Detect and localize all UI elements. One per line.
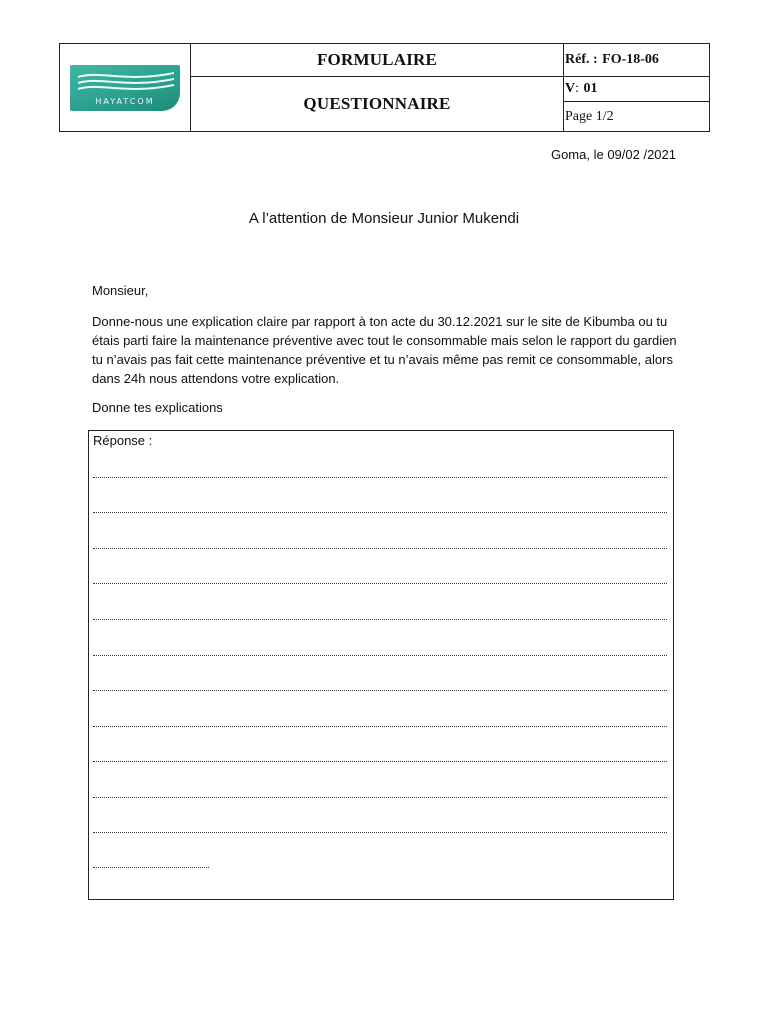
ref-value: FO-18-06 (602, 52, 659, 67)
instruction: Donne tes explications (92, 400, 223, 415)
answer-line[interactable] (93, 832, 667, 833)
reference-cell (564, 44, 710, 77)
answer-line[interactable] (93, 512, 667, 513)
answer-line[interactable] (93, 761, 667, 762)
document-header (59, 43, 710, 132)
ref-label: Réf. : (565, 52, 598, 67)
salutation: Monsieur, (92, 283, 149, 298)
answer-line[interactable] (93, 655, 667, 656)
response-label: Réponse : (93, 433, 153, 448)
answer-line[interactable] (93, 583, 667, 584)
page-number: Page 1/2 (564, 102, 710, 132)
version-cell: V: 01 (564, 77, 710, 102)
answer-line[interactable] (93, 726, 667, 727)
form-title: FORMULAIRE (191, 44, 564, 77)
response-box[interactable] (88, 430, 674, 900)
attention-line: A l’attention de Monsieur Junior Mukendi (248, 210, 520, 227)
answer-line[interactable] (93, 690, 667, 691)
logo-text: HAYATCOM (95, 96, 155, 106)
date-line: Goma, le 09/02 /2021 (550, 147, 676, 162)
answer-line[interactable] (93, 619, 667, 620)
version-label: V (565, 81, 576, 96)
answer-line[interactable] (93, 548, 667, 549)
company-logo (70, 65, 180, 111)
form-subtitle: QUESTIONNAIRE (191, 77, 564, 132)
answer-line-short[interactable] (93, 867, 209, 868)
logo-cell (60, 44, 191, 132)
answer-line[interactable] (93, 477, 667, 478)
letter-body: Donne-nous une explication claire par rapport à ton acte du 30.12.2021 sur le site de Kibumba ou tu étais parti faire la maintenance préventive avec tout le consommable mais selon le rapport du gardien tu n’avais pas fait cette maintenance préventive et tu n’avais même pas remit ce consommable, alors dans 24h nous attendons votre explication. (92, 314, 677, 386)
version-value: 01 (583, 81, 598, 96)
answer-line[interactable] (93, 797, 667, 798)
